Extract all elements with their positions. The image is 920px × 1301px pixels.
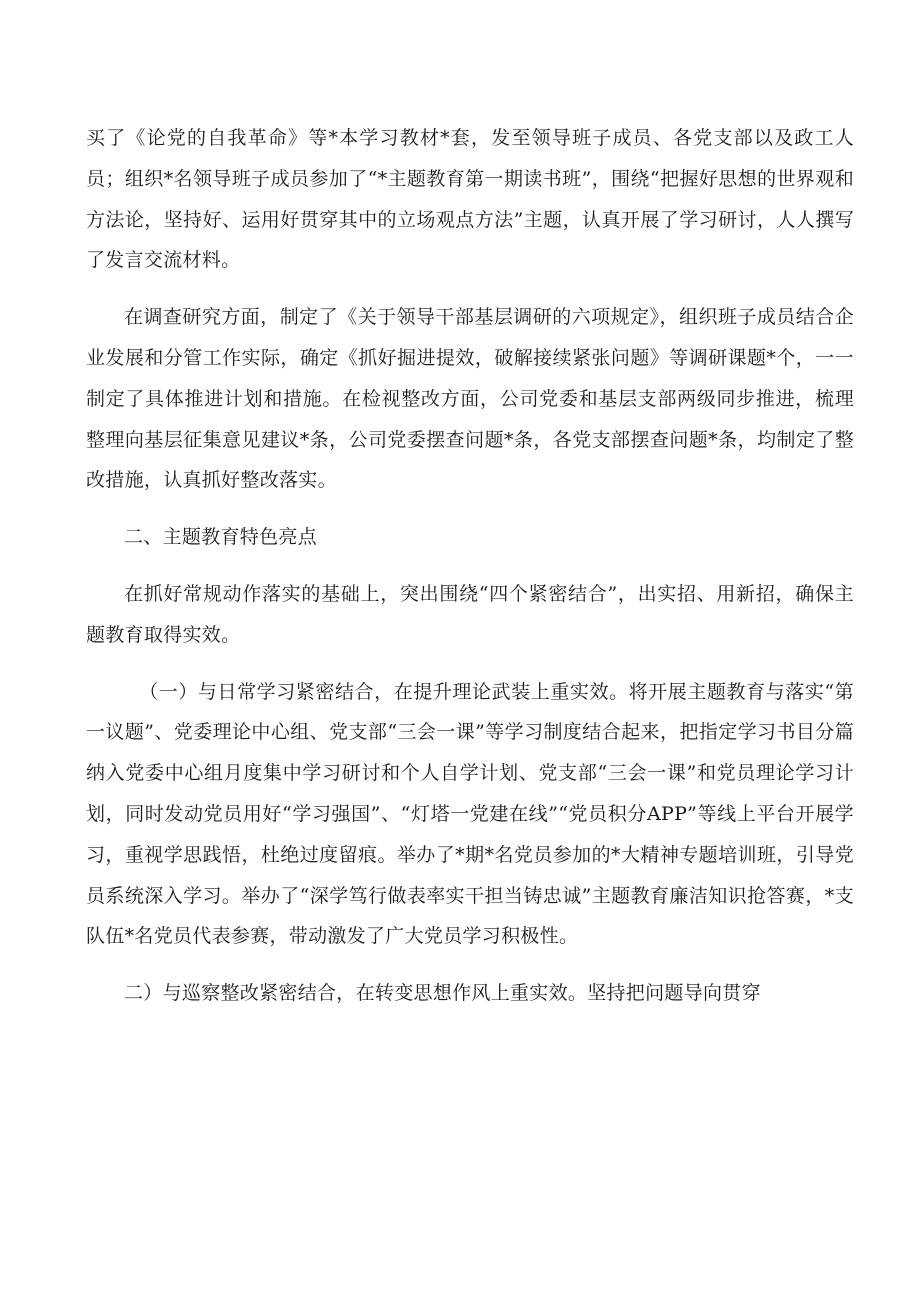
- paragraph-research-rectification: 在调查研究方面，制定了《关于领导干部基层调研的六项规定》，组织班子成员结合企业发展和分管工作实际，确定《抓好掘进提效，破解接续紧张问题》等调研课题*个，一一制定了具体推进计划和措施。在检视整改方面，公司党委和基层支部两级同步推进，梳理整理向基层征集意见建议*条，公司党委摆查问题*条，各党支部摆查问题*条，均制定了整改措施，认真抓好整改落实。: [86, 306, 854, 492]
- document-body: [86, 118, 854, 1030]
- paragraph-daily-study: （一）与日常学习紧密结合，在提升理论武装上重实效。将开展主题教育与落实“第一议题”、党委理论中心组、党支部“三会一课”等学习制度结合起来，把指定学习书目分篇纳入党委中心组月度集中学习研讨和个人自学计划、党支部“三会一课”和党员理论学习计划，同时发动党员用好“学习强国”、“灯塔一党建在线”“党员积分APP”等线上平台开展学习，重视学思践悟，杜绝过度留痕。举办了*期*名党员参加的*大精神专题培训班，引导党员系统深入学习。举办了“深学笃行做表率实干担当铸忠诚”主题教育廉洁知识抢答赛，*支队伍*名党员代表参赛，带动激发了广大党员学习积极性。: [86, 680, 854, 948]
- paragraph-study-materials: 买了《论党的自我革命》等*本学习教材*套，发至领导班子成员、各党支部以及政工人员；组织*名领导班子成员参加了“*主题教育第一期读书班”，围绕“把握好思想的世界观和方法论，坚持好、运用好贯穿其中的立场观点方法”主题，认真开展了学习研讨，人人撰写了发言交流材料。: [86, 127, 854, 272]
- paragraph-inspection-rectification: 二）与巡察整改紧密结合，在转变思想作风上重实效。坚持把问题导向贯穿: [124, 982, 761, 1005]
- section-heading-highlights: 二、主题教育特色亮点: [124, 526, 318, 549]
- paragraph-four-combinations: 在抓好常规动作落实的基础上，突出围绕“四个紧密结合”，出实招、用新招，确保主题教育取得实效。: [86, 582, 854, 646]
